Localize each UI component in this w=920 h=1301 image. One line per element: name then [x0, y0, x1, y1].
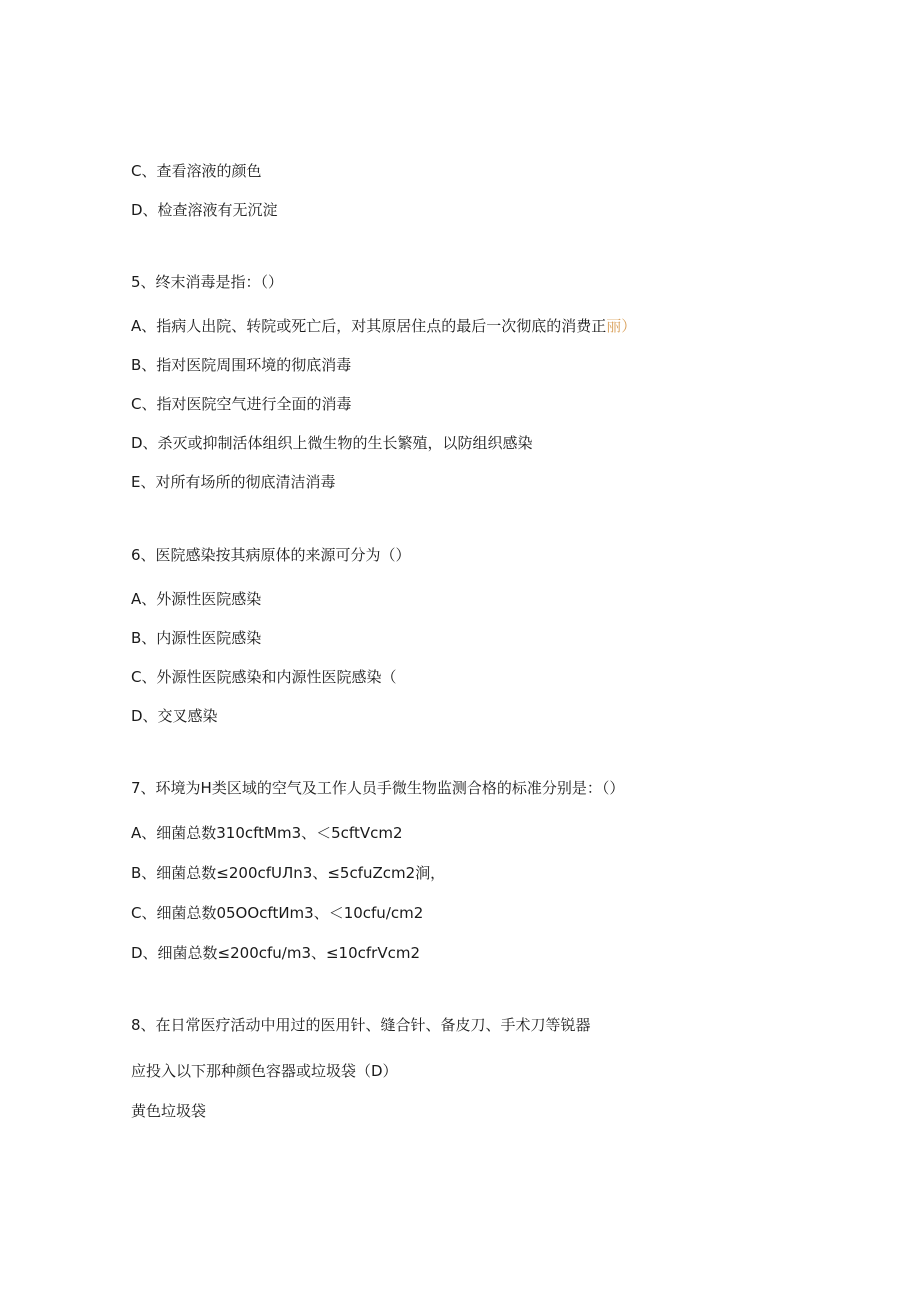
option-line: C、指对医院空气进行全面的消毒 — [131, 395, 352, 413]
option-line: B、细菌总数≤200cfUЛn3、≤5cfuZcm2涧， — [131, 864, 446, 882]
option-line: C、查看溶液的颜色 — [131, 162, 262, 180]
option-line: D、杀灭或抑制活体组织上微生物的生长繁殖，以防组织感染 — [131, 434, 533, 452]
option-line: D、检查溶液有无沉淀 — [131, 201, 278, 219]
question-stem: 6、医院感染按其病原体的来源可分为（） — [131, 546, 411, 564]
option-text: A、指病人出院、转院或死亡后，对其原居住点的最后一次彻底的消费正 — [131, 317, 607, 335]
answer-text: 黄色垃圾袋 — [131, 1102, 207, 1120]
faded-text: 丽） — [606, 317, 637, 335]
option-line: D、交叉感染 — [131, 707, 218, 725]
option-line: B、内源性医院感染 — [131, 629, 262, 647]
option-line: B、指对医院周围环境的彻底消毒 — [131, 356, 352, 374]
option-line — [131, 316, 636, 336]
option-line: C、细菌总数05OOcftИm3、＜10cfu∕cm2 — [131, 904, 424, 922]
option-line: E、对所有场所的彻底清洁消毒 — [131, 473, 336, 491]
question-stem: 7、环境为H类区域的空气及工作人员手微生物监测合格的标准分别是：（） — [131, 779, 625, 797]
option-line: D、细菌总数≤200cfu∕m3、≤10cfrVcm2 — [131, 944, 421, 962]
question-stem: 8、在日常医疗活动中用过的医用针、缝合针、备皮刀、手术刀等锐器 — [131, 1016, 591, 1034]
question-stem: 5、终末消毒是指：（） — [131, 273, 284, 291]
option-line: A、细菌总数310cftМm3、＜5cftVcm2 — [131, 824, 403, 842]
option-line: C、外源性医院感染和内源性医院感染（ — [131, 668, 397, 686]
question-stem-continuation: 应投入以下那种颜色容器或垃圾袋（D） — [131, 1062, 398, 1080]
option-line: A、外源性医院感染 — [131, 590, 262, 608]
